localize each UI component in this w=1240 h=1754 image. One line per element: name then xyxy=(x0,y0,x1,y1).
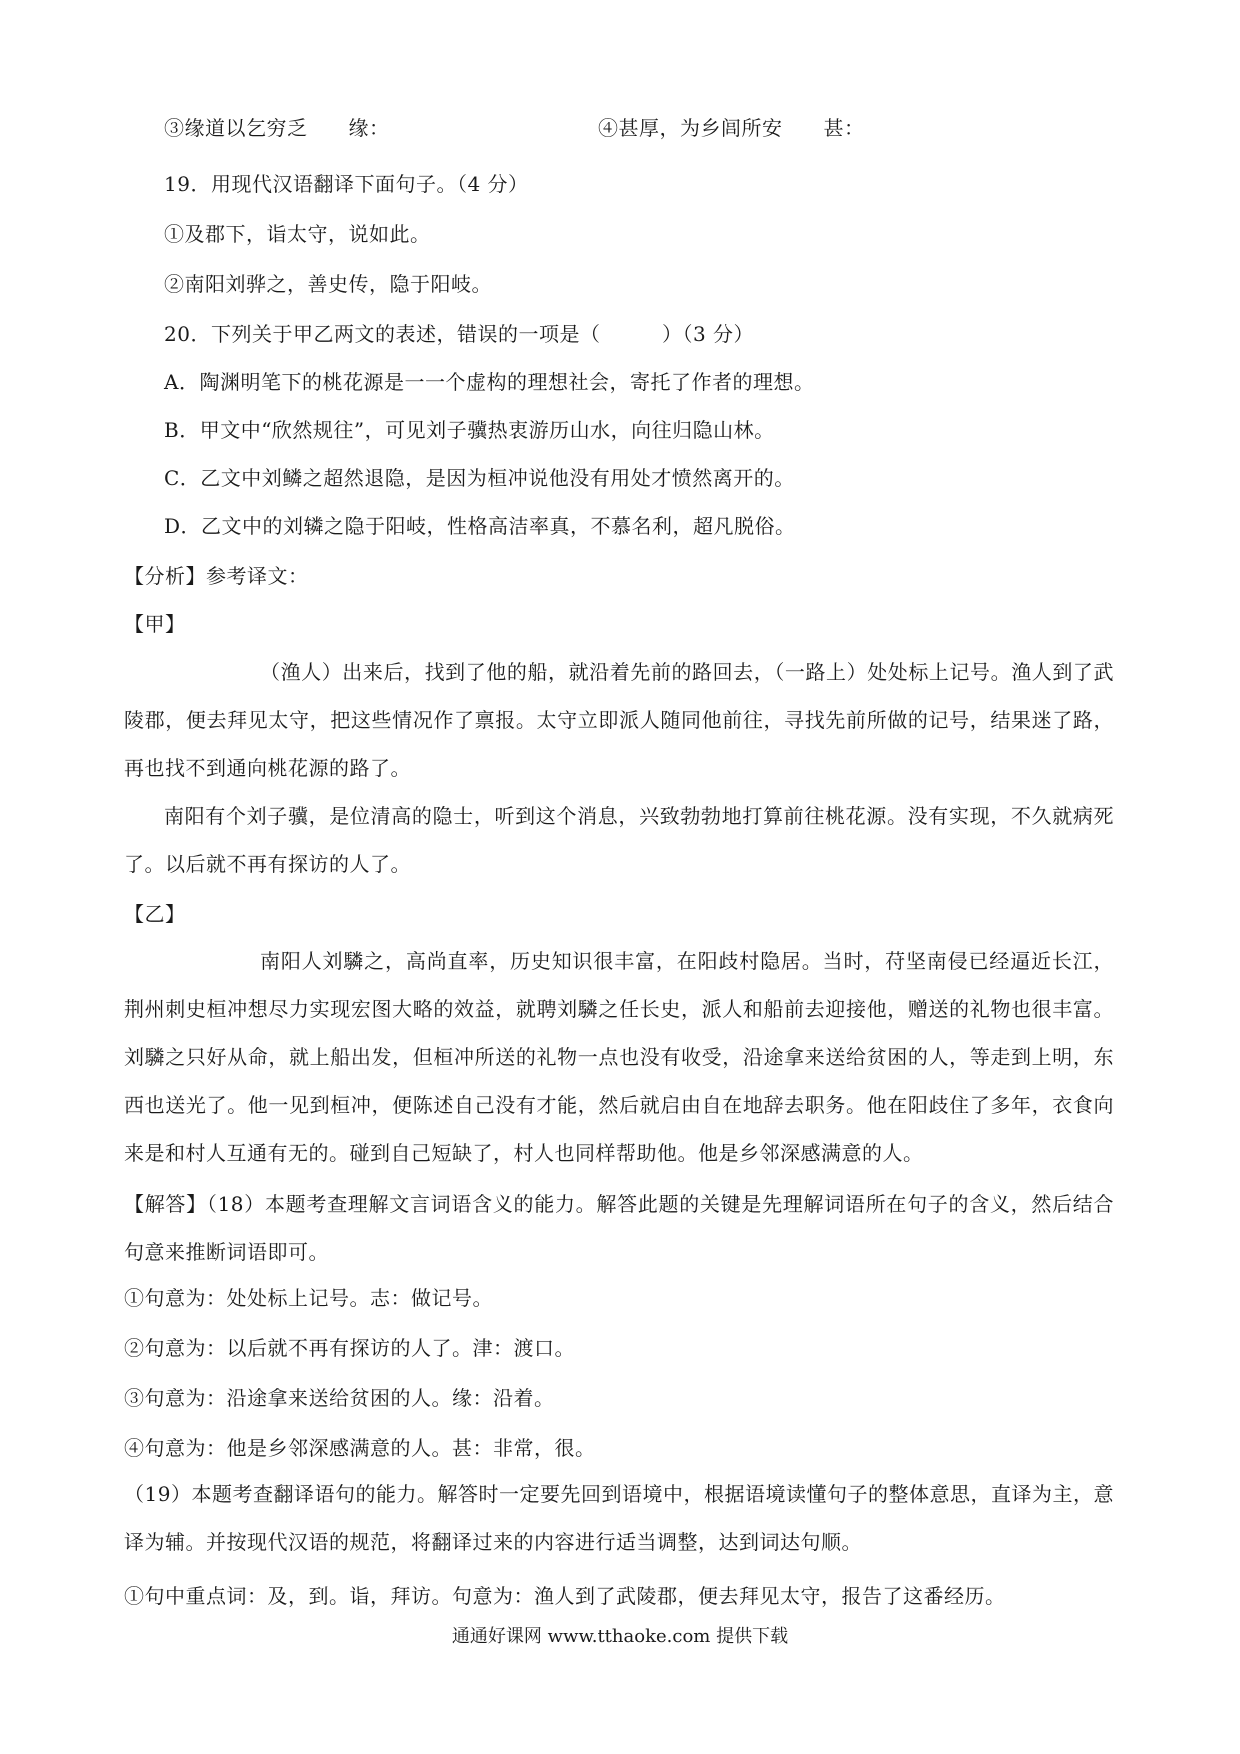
answer-18-item-2: ②句意为：以后就不再有探访的人了。津：渡口。 xyxy=(124,1336,575,1360)
q18-item4: ④甚厚，为乡闾所安 甚： xyxy=(598,116,865,140)
footer-source: 通通好课网 www.tthaoke.com 提供下载 xyxy=(451,1626,789,1647)
q19-sentence-2: ②南阳刘骅之，善史传，隐于阳岐。 xyxy=(164,272,492,296)
q19-title: 19．用现代汉语翻译下面句子。（4 分） xyxy=(164,172,529,196)
jia-paragraph-2: 南阳有个刘子骥，是位清高的隐士，听到这个消息，兴致勃勃地打算前往桃花源。没有实现，不久就病死了。以后就不再有探访的人了。 xyxy=(124,804,1114,876)
q18-item3: ③缘道以乞穷乏 缘： xyxy=(164,116,390,140)
answer-18-item-3: ③句意为：沿途拿来送给贫困的人。缘：沿着。 xyxy=(124,1386,555,1410)
q20-option-c: C．乙文中刘鳞之超然退隐，是因为桓冲说他没有用处才愤然离开的。 xyxy=(164,466,795,490)
q20-option-a: A．陶渊明笔下的桃花源是一一个虚构的理想社会，寄托了作者的理想。 xyxy=(164,370,815,394)
answer-19-item-1: ①句中重点词：及，到。诣，拜访。句意为：渔人到了武陵郡，便去拜见太守，报告了这番经历。 xyxy=(124,1584,1006,1608)
yi-paragraph-1: 南阳人刘驎之，高尚直率，历史知识很丰富，在阳歧村隐居。当时，苻坚南侵已经逼近长江，荆州刺史桓冲想尽力实现宏图大略的效益，就聘刘驎之任长史，派人和船前去迎接他，赠送的礼物也很丰富。刘驎之只好从命，就上船出发，但桓冲所送的礼物一点也没有收受，沿途拿来送给贫困的人，等走到上明，东西也送光了。他一见到桓冲，便陈述自己没有才能，然后就启由自在地辞去职务。他在阳歧住了多年，衣食向来是和村人互通有无的。碰到自己短缺了，村人也同样帮助他。他是乡邻深感满意的人。 xyxy=(124,949,1114,1165)
answer-18-item-4: ④句意为：他是乡邻深感满意的人。甚：非常，很。 xyxy=(124,1436,596,1460)
q19-sentence-1: ①及郡下，诣太守，说如此。 xyxy=(164,222,431,246)
section-label-jia: 【甲】 xyxy=(124,612,186,636)
q20-option-d: D．乙文中的刘辚之隐于阳岐，性格高洁率真，不慕名利，超凡脱俗。 xyxy=(164,514,796,538)
jia-paragraph-1: （渔人）出来后，找到了他的船，就沿着先前的路回去，（一路上）处处标上记号。渔人到了武陵郡，便去拜见太守，把这些情况作了禀报。太守立即派人随同他前往，寻找先前所做的记号，结果迷了路，再也找不到通向桃花源的路了。 xyxy=(124,660,1114,780)
q20-option-b: B．甲文中“欣然规往”，可见刘子骥热衷游历山水，向往归隐山林。 xyxy=(164,418,775,442)
analysis-heading: 【分析】参考译文： xyxy=(124,564,309,588)
section-label-yi: 【乙】 xyxy=(124,902,186,926)
answer-18-item-1: ①句意为：处处标上记号。志：做记号。 xyxy=(124,1286,493,1310)
answer-18: 【解答】（18）本题考查理解文言词语含义的能力。解答此题的关键是先理解词语所在句子的含义，然后结合句意来推断词语即可。 xyxy=(124,1192,1114,1264)
q20-title: 20．下列关于甲乙两文的表述，错误的一项是（ ）（3 分） xyxy=(164,322,755,346)
answer-19: （19）本题考查翻译语句的能力。解答时一定要先回到语境中，根据语境读懂句子的整体意思，直译为主，意译为辅。并按现代汉语的规范，将翻译过来的内容进行适当调整，达到词达句顺。 xyxy=(124,1482,1114,1554)
